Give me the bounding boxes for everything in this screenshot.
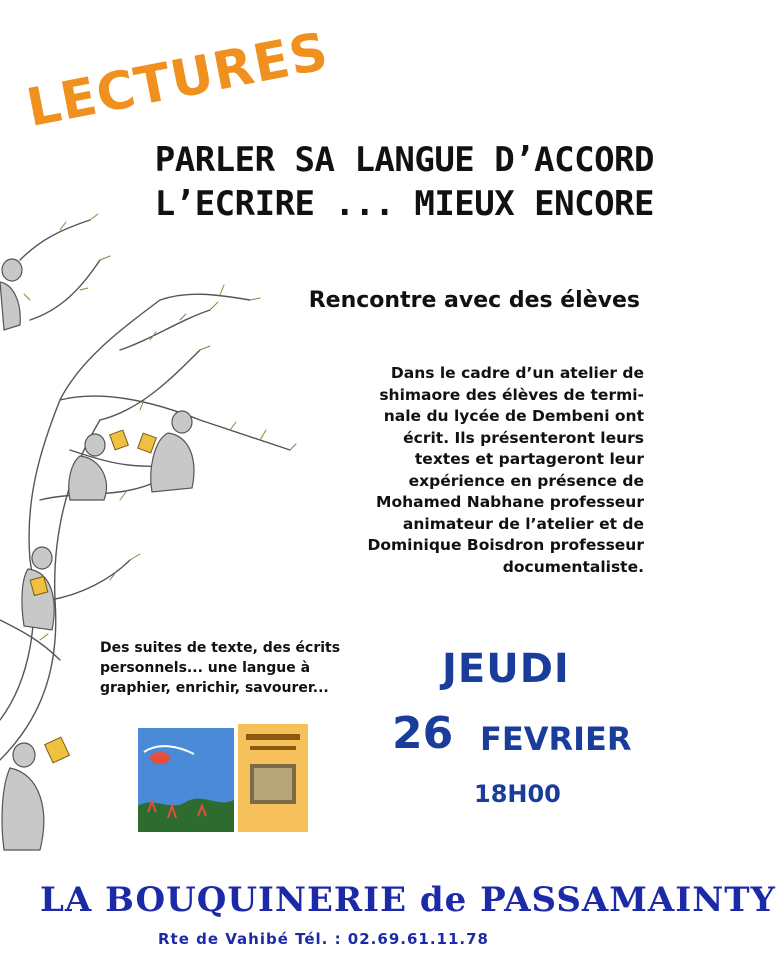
paragraph-line: shimaore des élèves de termi-	[379, 385, 644, 404]
bookstore-name: LA BOUQUINERIE de PASSAMAINTY	[40, 880, 776, 920]
suites-line: graphier, enrichir, savourer...	[100, 680, 329, 696]
suites-text	[100, 638, 400, 698]
book-cover-icon	[238, 724, 308, 832]
paragraph-line: Dans le cadre d’un atelier de	[390, 364, 644, 382]
subtitle: Rencontre avec des élèves	[308, 288, 640, 313]
event-date-month: FEVRIER	[480, 720, 632, 758]
paragraph-line: expérience en présence de	[408, 471, 644, 490]
event-day: JEUDI	[442, 646, 570, 692]
event-date-number: 26	[392, 708, 454, 759]
book-cover-art-icon	[138, 728, 234, 832]
paragraph-line: textes et partageront leur	[414, 450, 644, 468]
paragraph-line: animateur de l’atelier et de	[402, 514, 644, 533]
book-cover-icon	[138, 728, 234, 832]
headline-line-2: L’ECRIRE ... MIEUX ENCORE	[154, 184, 654, 224]
book-cover-photo-icon	[238, 724, 308, 832]
paragraph-line: nale du lycée de Dembeni ont	[383, 407, 644, 425]
paragraph-line: documentaliste.	[502, 557, 644, 576]
description-paragraph	[314, 363, 644, 578]
bookstore-address: Rte de Vahibé Tél. : 02.69.61.11.78	[158, 930, 489, 948]
paragraph-line: écrit. Ils présenteront leurs	[403, 428, 644, 447]
poster-title: LECTURES	[22, 21, 334, 139]
event-time: 18H00	[474, 780, 561, 808]
paragraph-line: Dominique Boisdron professeur	[367, 536, 644, 554]
suites-line: personnels... une langue à	[100, 660, 311, 676]
headline-line-1: PARLER SA LANGUE D’ACCORD	[154, 140, 654, 180]
suites-line: Des suites de texte, des écrits	[100, 640, 341, 656]
paragraph-line: Mohamed Nabhane professeur	[376, 493, 644, 511]
